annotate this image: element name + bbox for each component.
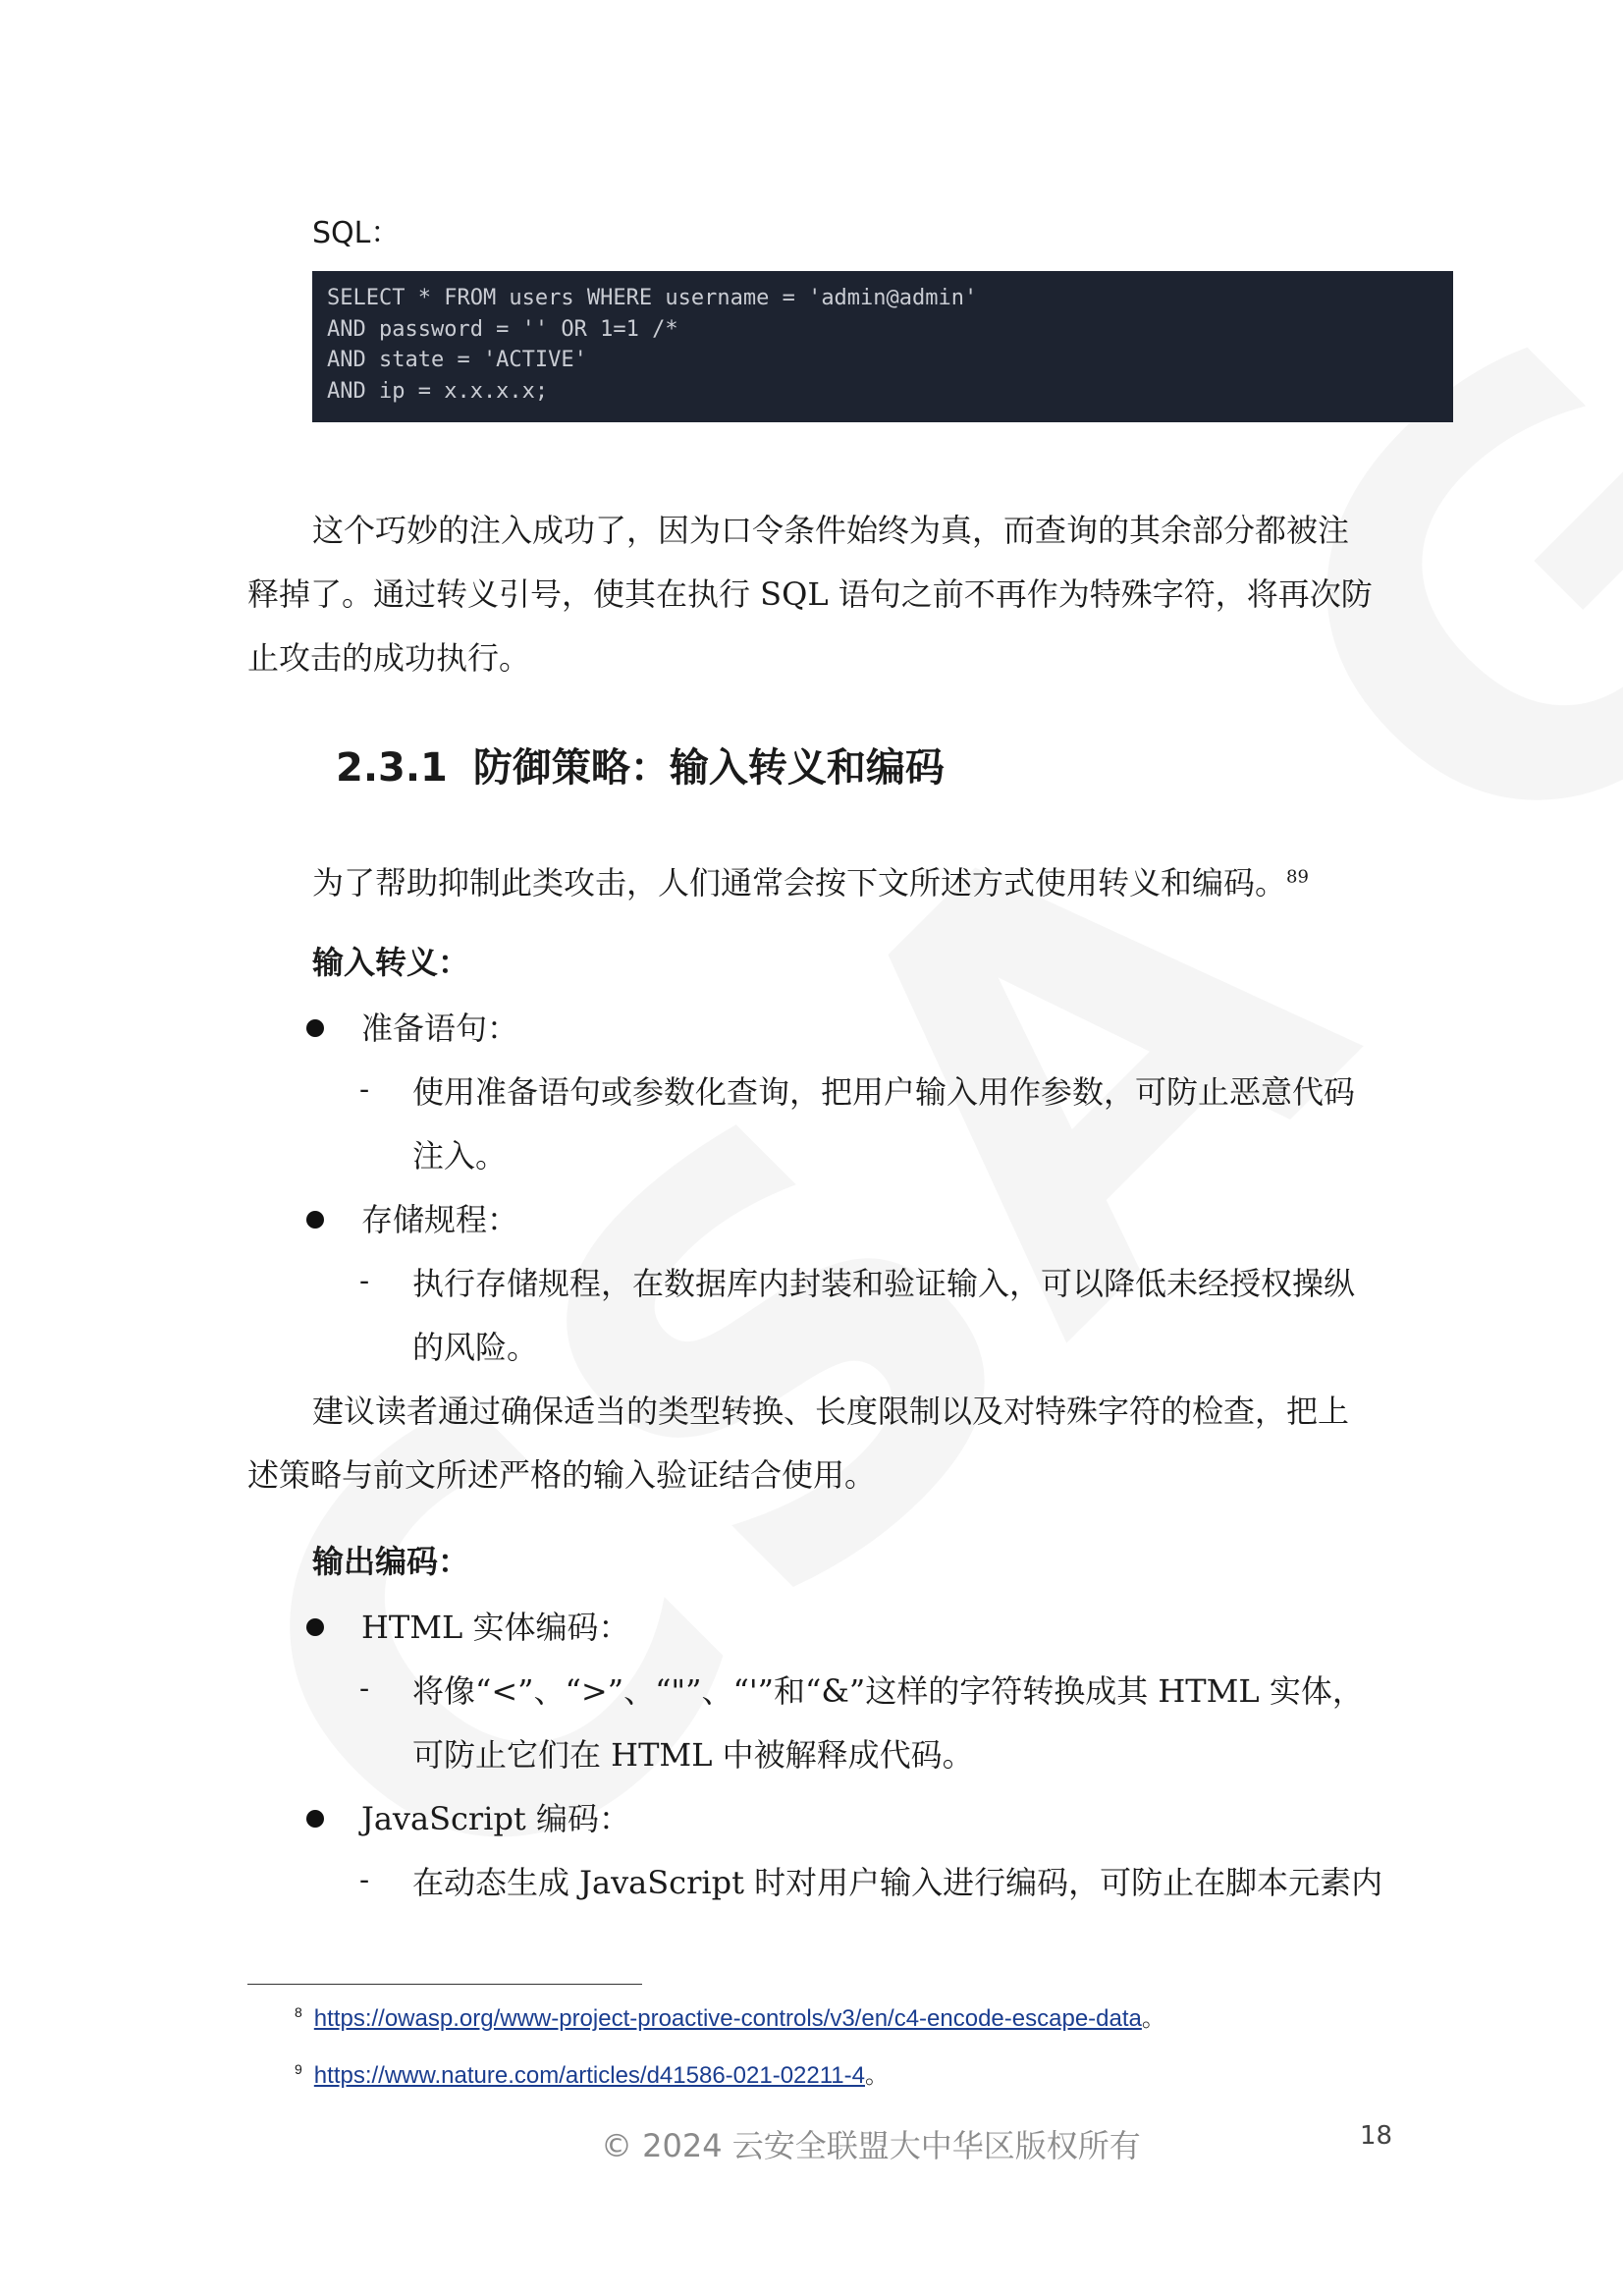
dash-icon: - — [359, 1264, 370, 1298]
sql-label: SQL： — [312, 216, 401, 250]
footnote-link[interactable]: https://www.nature.com/articles/d41586-021-02211-4 — [313, 2062, 865, 2089]
list-item-detail: 的风险。 — [412, 1329, 539, 1366]
code-line: AND password = '' OR 1=1 /* — [327, 316, 678, 342]
paragraph-line: 止攻击的成功执行。 — [247, 639, 531, 677]
bullet-icon — [306, 1810, 324, 1828]
list-item-detail: 在动态生成 JavaScript 时对用户输入进行编码，可防止在脚本元素内 — [412, 1864, 1383, 1901]
footnote — [295, 2055, 889, 2090]
footnote — [295, 1998, 1165, 2033]
dash-icon: - — [359, 1072, 370, 1107]
dash-icon: - — [359, 1863, 370, 1897]
list-item-label: HTML 实体编码： — [361, 1609, 630, 1646]
subheading-output-encode: 输出编码： — [312, 1543, 470, 1580]
code-block — [312, 271, 1453, 422]
list-item-label: JavaScript 编码： — [361, 1800, 630, 1837]
paragraph-line: 释掉了。通过转义引号，使其在执行 SQL 语句之前不再作为特殊字符，将再次防 — [247, 575, 1373, 613]
paragraph-line: 这个巧妙的注入成功了，因为口令条件始终为真，而查询的其余部分都被注 — [312, 512, 1350, 549]
footnote-link[interactable]: https://owasp.org/www-project-proactive-controls/v3/en/c4-encode-escape-data — [313, 2005, 1142, 2032]
section-title: 防御策略：输入转义和编码 — [472, 745, 945, 791]
code-line: AND ip = x.x.x.x; — [327, 378, 549, 404]
section-heading — [336, 737, 945, 793]
list-item-detail: 注入。 — [412, 1137, 508, 1175]
page-number: 18 — [1360, 2121, 1393, 2151]
list-item-detail: 使用准备语句或参数化查询，把用户输入用作参数，可防止恶意代码 — [412, 1073, 1356, 1111]
section-number: 2.3.1 — [336, 745, 448, 791]
footnote-number: 9 — [295, 2061, 302, 2077]
list-item-detail: 可防止它们在 HTML 中被解释成代码。 — [412, 1736, 974, 1774]
bullet-icon — [306, 1618, 324, 1636]
list-item-label: 准备语句： — [361, 1010, 519, 1047]
intro-text: 为了帮助抑制此类攻击，人们通常会按下文所述方式使用转义和编码。 — [312, 864, 1287, 902]
list-item-label: 存储规程： — [361, 1201, 519, 1238]
footnote-suffix: 。 — [865, 2062, 889, 2089]
code-line: SELECT * FROM users WHERE username = 'admin@admin' — [327, 286, 978, 310]
intro-paragraph — [312, 851, 1309, 915]
footnote-divider — [247, 1984, 642, 1985]
copyright-footer: © 2024 云安全联盟大中华区版权所有 — [601, 2127, 1141, 2164]
bullet-icon — [306, 1211, 324, 1229]
paragraph-line: 述策略与前文所述严格的输入验证结合使用。 — [247, 1456, 877, 1494]
footnote-suffix: 。 — [1141, 2005, 1165, 2032]
dash-icon: - — [359, 1671, 370, 1706]
paragraph-line: 建议读者通过确保适当的类型转换、长度限制以及对特殊字符的检查，把上 — [312, 1393, 1350, 1430]
bullet-icon — [306, 1019, 324, 1037]
footnote-number: 8 — [295, 2004, 302, 2020]
list-item-detail: 执行存储规程，在数据库内封装和验证输入，可以降低未经授权操纵 — [412, 1265, 1356, 1302]
list-item-detail: 将像“<”、“>”、“"”、“'”和“&”这样的字符转换成其 HTML 实体， — [412, 1672, 1364, 1710]
footnote-refs: 89 — [1286, 866, 1309, 888]
code-line: AND state = 'ACTIVE' — [327, 348, 587, 372]
subheading-input-escape: 输入转义： — [312, 944, 470, 981]
